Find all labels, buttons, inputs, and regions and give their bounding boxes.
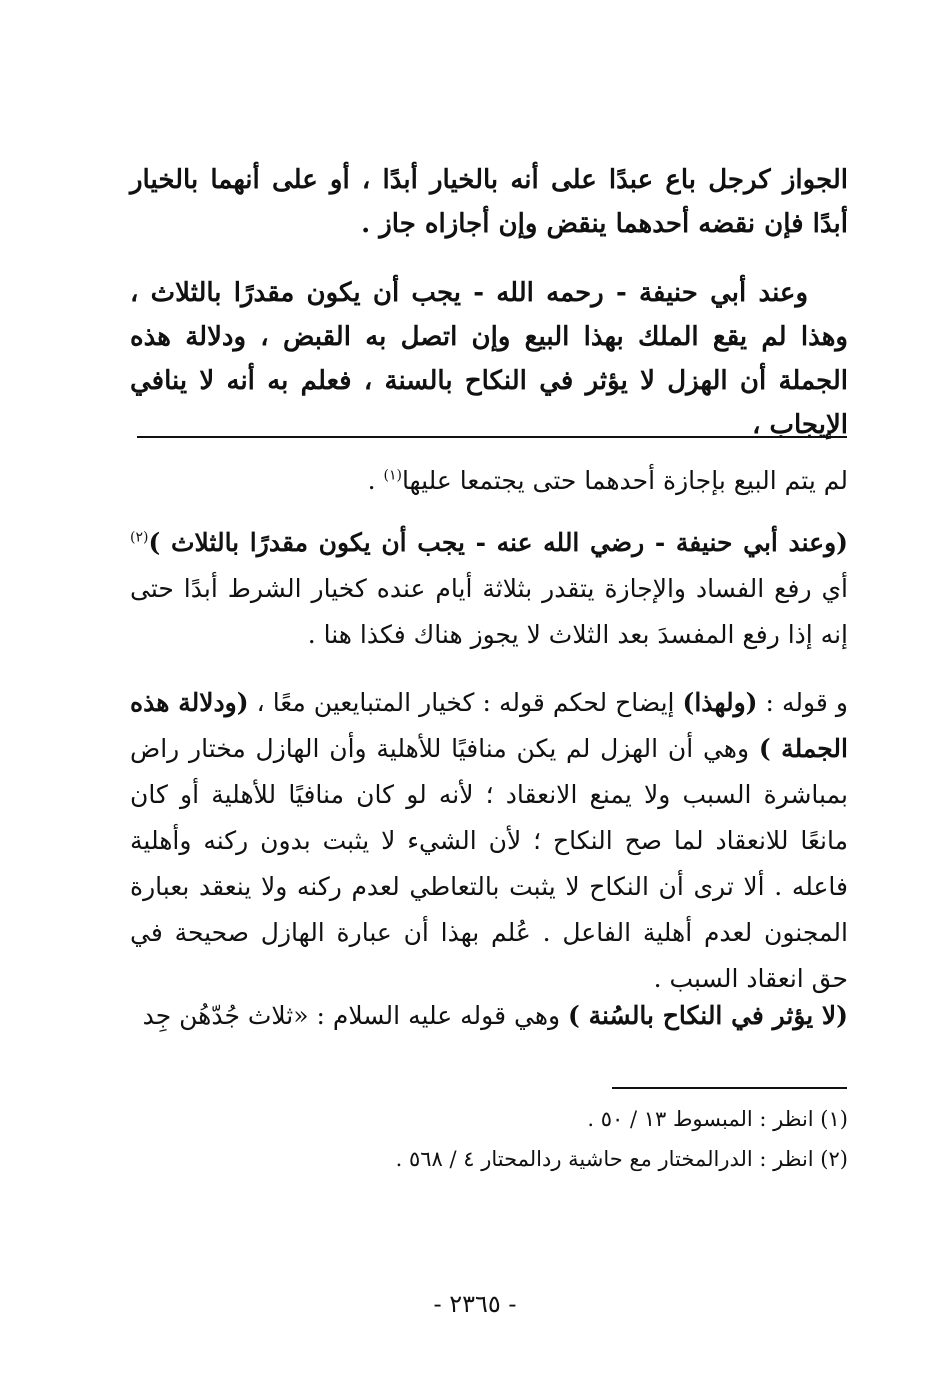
quoted-matn: (وعند أبي حنيفة - رضي الله عنه - يجب أن يكون مقدرًا بالثلاث ) bbox=[148, 528, 848, 557]
footnote-2: (٢) انظر : الدرالمختار مع حاشية ردالمحتار ٤ / ٥٦٨ . bbox=[395, 1147, 848, 1171]
footnote-ref-1: (١) bbox=[383, 467, 402, 484]
footnote-ref-2: (٢) bbox=[130, 529, 149, 546]
commentary-paragraph-2: (وعند أبي حنيفة - رضي الله عنه - يجب أن يكون مقدرًا بالثلاث )$^{(٢)}$ أي رفع الفساد والإجازة يتقدر بثلاثة أيام عنده كخيار الشرط أبدًا حتى إنه إذا رفع المفسدَ بعد الثلاث لا يجوز هناك فكذا هنا . bbox=[130, 528, 848, 649]
main-paragraph-2: وعند أبي حنيفة - رحمه الله - يجب أن يكون مقدرًا بالثلاث ، وهذا لم يقع الملك بهذا البيع وإن اتصل به القبض ، ودلالة هذه الجملة أن الهزل لا يؤثر في النكاح بالسنة ، فعلم به أنه لا ينافي الإيجاب ، bbox=[130, 278, 848, 440]
footnote-1: (١) انظر : المبسوط ١٣ / ٥٠ . bbox=[587, 1107, 848, 1131]
page-number: - ٢٣٦٥ - bbox=[433, 1290, 517, 1318]
separator-line bbox=[137, 436, 847, 438]
quoted-matn: (لا يؤثر في النكاح بالسُنة ) bbox=[568, 1001, 848, 1030]
quoted-matn: (ودلالة هذه الجملة ) bbox=[130, 688, 848, 763]
quoted-matn: (ولهذا) bbox=[682, 688, 758, 717]
footnote-separator bbox=[612, 1087, 847, 1089]
commentary-paragraph-3: و قوله : (ولهذا) إيضاح لحكم قوله : كخيار المتبايعين معًا ، (ودلالة هذه الجملة ) وهي أن الهزل لم يكن منافيًا للأهلية وأن الهازل مختار راض بمباشرة السبب ولا يمنع الانعقاد ؛ لأنه لو كان منافيًا للأهلية أو كان مانعًا للانعقاد لما صح النكاح ؛ لأن الشيء لا يثبت بدون ركنه وأهلية فاعله . ألا ترى أن النكاح لا يثبت بالتعاطي لعدم ركنه ولا ينعقد بعبارة المجنون لعدم أهلية الفاعل . عُلم بهذا أن عبارة الهازل صحيحة في حق انعقاد السبب . bbox=[130, 688, 849, 993]
commentary-paragraph-1: لم يتم البيع بإجازة أحدهما حتى يجتمعا عليها$^{(١)}$ . bbox=[367, 466, 848, 495]
commentary-paragraph-4: (لا يؤثر في النكاح بالسُنة ) وهي قوله عليه السلام : «ثلاث جُدّهُن جِد bbox=[142, 1001, 848, 1030]
main-paragraph-1: الجواز كرجل باع عبدًا على أنه بالخيار أبدًا ، أو على أنهما بالخيار أبدًا فإن نقضه أحدهما ينقض وإن أجازاه جاز . bbox=[130, 165, 848, 239]
